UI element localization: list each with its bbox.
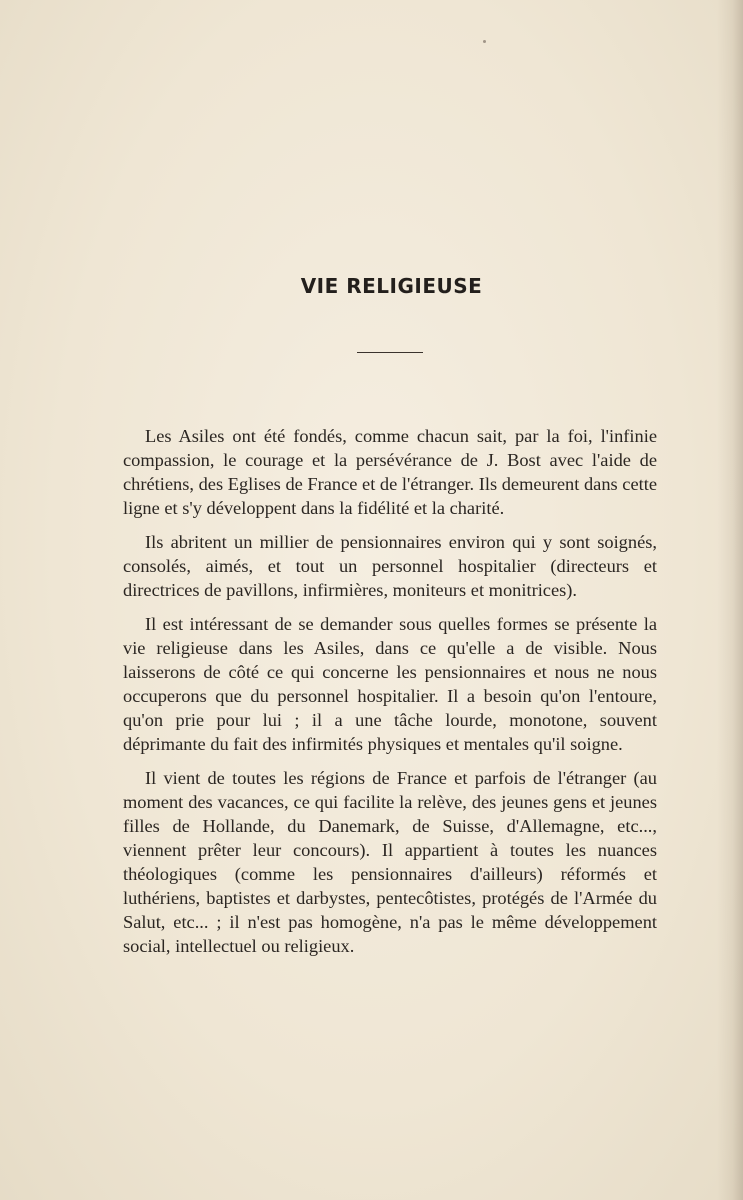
body-text <box>123 424 657 968</box>
paragraph-2: Ils abritent un millier de pensionnaires environ qui y sont soignés, consolés, aimés, et tout un personnel hospitalier (directeurs et directrices de pavillons, infirmières, moniteurs et monitrices). <box>123 532 657 600</box>
paragraph-1: Les Asiles ont été fondés, comme chacun sait, par la foi, l'infinie compassion, le courage et la persévérance de J. Bost avec l'aide de chrétiens, des Eglises de France et de l'étranger. Ils demeurent dans cette ligne et s'y développent dans la fidélité et la charité. <box>123 426 657 518</box>
title-divider <box>357 352 423 353</box>
page-edge-shadow <box>717 0 743 1200</box>
paragraph-4: Il vient de toutes les régions de France et parfois de l'étranger (au moment des vacances, ce qui facilite la relève, des jeunes gens et jeunes filles de Hollande, du Danemark, de Suisse, d'Allemagne, etc..., viennent prêter leur concours). Il appartient à toutes les nuances théologiques (comme les pensionnaires d'ailleurs) réformés et luthériens, baptistes et darbystes, pentecôtistes, protégés de l'Armée du Salut, etc... ; il n'est pas homogène, n'a pas le même développement social, intellectuel ou religieux. <box>123 768 657 956</box>
page-title: VIE RELIGIEUSE <box>300 274 483 298</box>
paragraph-3: Il est intéressant de se demander sous quelles formes se présente la vie religieuse dans les Asiles, dans ce qu'elle a de visible. Nous laisserons de côté ce qui concerne les pensionnaires et nous ne nous occuperons que du personnel hospitalier. Il a besoin qu'on l'entoure, qu'on prie pour lui ; il a une tâche lourde, monotone, souvent déprimante du fait des infirmités physiques et mentales qu'il soigne. <box>123 614 657 754</box>
paper-speck <box>483 40 486 43</box>
